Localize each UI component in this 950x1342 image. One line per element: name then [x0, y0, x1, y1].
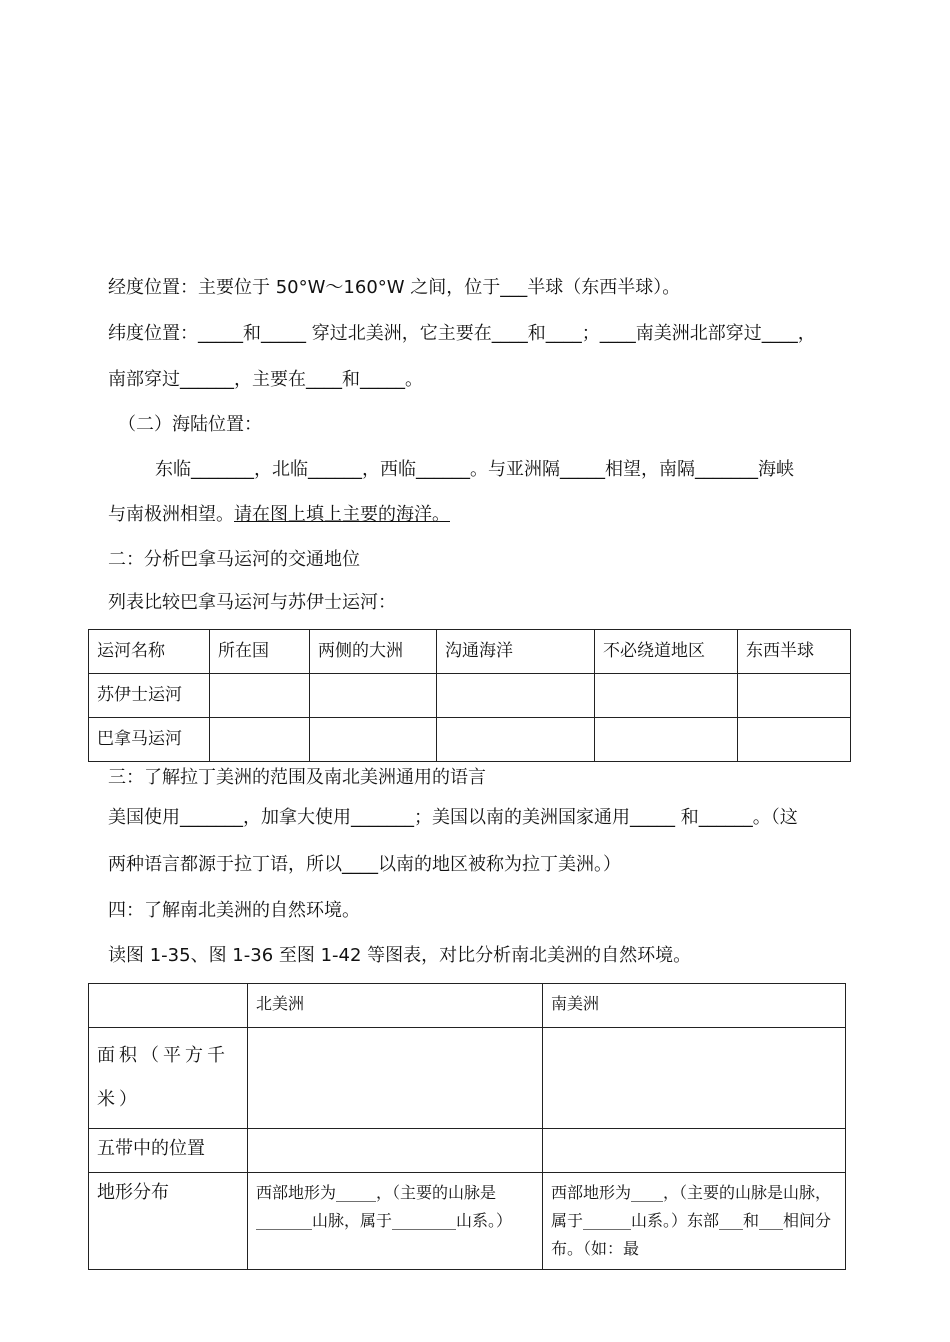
language-line-cont: 两种语言都源于拉丁语，所以____以南的地区被称为拉丁美洲。） — [108, 854, 621, 875]
table-row — [89, 630, 851, 674]
table-header-cell: 沟通海洋 — [437, 630, 595, 674]
longitude-line: 经度位置：主要位于 50°W～160°W 之间，位于___半球（东西半球）。 — [108, 277, 681, 298]
table-header-cell: 运河名称 — [89, 630, 210, 674]
table-cell — [437, 674, 595, 718]
sea-land-text: 与南极洲相望。 — [108, 504, 234, 525]
table-cell — [210, 718, 310, 762]
table-cell — [595, 718, 738, 762]
table-row — [89, 1129, 846, 1173]
table-cell — [543, 1129, 846, 1173]
table-cell — [595, 674, 738, 718]
table-header-cell: 南美洲 — [543, 984, 846, 1028]
table-cell — [543, 1028, 846, 1129]
canal-compare-intro: 列表比较巴拿马运河与苏伊士运河： — [108, 592, 396, 613]
table-row — [89, 1028, 846, 1129]
table-header-cell — [89, 984, 248, 1028]
table-cell — [738, 674, 851, 718]
table-row — [89, 1173, 846, 1270]
sea-land-line: 东临_______，北临______，西临______。与亚洲隔_____相望，南隔_______海峡 — [155, 459, 794, 480]
section-4-heading: 四：了解南北美洲的自然环境。 — [108, 900, 360, 921]
section-3-heading: 三：了解拉丁美洲的范围及南北美洲通用的语言 — [108, 767, 486, 788]
sea-land-line-cont — [108, 503, 450, 527]
table-cell — [210, 674, 310, 718]
table-cell: 西部地形为____，（主要的山脉是山脉，属于______山系。）东部___和___相间分布。（如：最 — [543, 1173, 846, 1270]
table-cell — [310, 674, 437, 718]
table-cell — [248, 1028, 543, 1129]
nature-table — [88, 983, 846, 1270]
latitude-line-cont: 南部穿过______，主要在____和_____。 — [108, 369, 423, 390]
table-header-cell: 所在国 — [210, 630, 310, 674]
table-header-cell: 两侧的大洲 — [310, 630, 437, 674]
canal-table — [88, 629, 851, 762]
table-cell: 苏伊士运河 — [89, 674, 210, 718]
table-header-cell: 北美洲 — [248, 984, 543, 1028]
table-cell: 地形分布 — [89, 1173, 248, 1270]
latitude-line: 纬度位置：_____和_____ 穿过北美洲，它主要在____和____；____南美洲北部穿过____， — [108, 323, 816, 344]
section-2-heading: 二：分析巴拿马运河的交通地位 — [108, 549, 360, 570]
table-cell: 巴拿马运河 — [89, 718, 210, 762]
table-cell — [310, 718, 437, 762]
table-row — [89, 718, 851, 762]
table-header-cell: 东西半球 — [738, 630, 851, 674]
table-cell: 面积（平方千米） — [89, 1028, 248, 1129]
table-row — [89, 984, 846, 1028]
section-sea-land-heading: （二）海陆位置： — [118, 414, 262, 435]
fill-oceans-instruction: 请在图上填上主要的海洋。 — [234, 504, 450, 525]
table-cell — [248, 1129, 543, 1173]
nature-intro: 读图 1-35、图 1-36 至图 1-42 等图表，对比分析南北美洲的自然环境。 — [108, 945, 692, 966]
table-cell — [437, 718, 595, 762]
language-line: 美国使用_______，加拿大使用_______；美国以南的美洲国家通用_____ 和______。（这 — [108, 807, 798, 828]
table-cell: 西部地形为_____，（主要的山脉是_______山脉，属于________山系。） — [248, 1173, 543, 1270]
table-header-cell: 不必绕道地区 — [595, 630, 738, 674]
table-cell — [738, 718, 851, 762]
table-row — [89, 674, 851, 718]
table-cell: 五带中的位置 — [89, 1129, 248, 1173]
